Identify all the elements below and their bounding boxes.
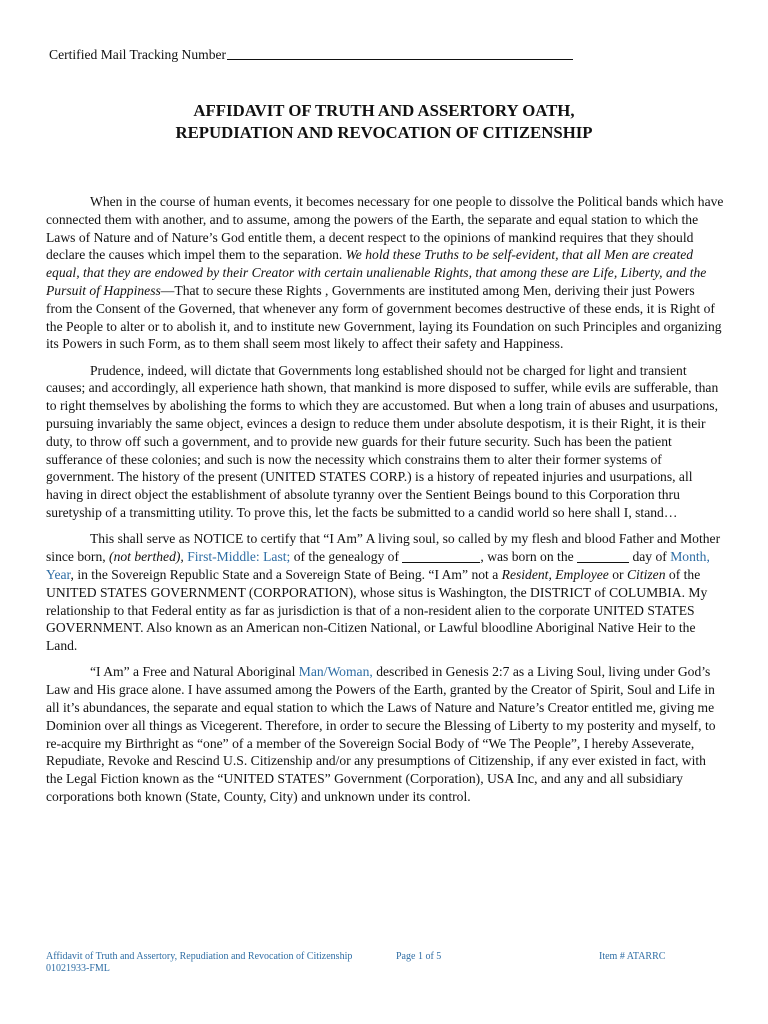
- paragraph-4-part-a: “I Am” a Free and Natural Aboriginal: [90, 664, 299, 680]
- paragraph-3-part-a: This shall serve as NOTICE to certify that “I Am” A living soul, so called by my flesh and blood Father and Mother since born,: [46, 531, 721, 565]
- document-title: [0, 100, 768, 144]
- paragraph-prudence: Prudence, indeed, will dictate that Governments long established should not be charged for light and transient causes; and accordingly, all experience hath shown, that mankind is more disposed to suffer, while evils are sufferable, than to right themselves by abolishing the forms to which they are accustomed. But when a long train of abuses and usurpations, pursuing invariably the same object, evinces a design to reduce them under absolute despotism, it is their Right, it is their duty, to throw off such a government, and to provide new guards for their future security. Such has been the patient sufferance of these colonies; and such is now the necessity which constrains them to alter their former systems of government. The history of the present (UNITED STATES CORP.) is a history of repeated injuries and usurpations, all having in direct object the establishment of absolute tyranny over the Sentient Beings bound to this Corporation thru suretyship of a transmitting utility. To prove this, let the facts be submitted to a candid world so here shall I, stand…: [46, 362, 719, 521]
- footer-document-title: Affidavit of Truth and Assertory, Repudiation and Revocation of Citizenship: [46, 951, 353, 962]
- paragraph-3-part-d: day of: [629, 549, 671, 565]
- man-woman-placeholder: Man/Woman,: [298, 664, 373, 680]
- paragraph-3-part-e: , in the Sovereign Republic State and a Sovereign State of Being. “I Am” not a: [70, 566, 502, 582]
- title-line-2: REPUDIATION AND REVOCATION OF CITIZENSHIP: [175, 123, 593, 142]
- tracking-number-line: [49, 47, 573, 63]
- tracking-number-label: Certified Mail Tracking Number: [49, 47, 227, 62]
- genealogy-blank: [402, 550, 480, 563]
- paragraph-4-part-b: described in Genesis 2:7 as a Living Soul, living under God’s Law and His grace alone. I have assumed among the Powers of the Earth, granted by the Creator of Spirit, Soul and Life in all it’s abundances, the separate and equal station to which the Laws of Nature and Nature’s Creator entitled me, giving me Dominion over all things as Vicegerent. Therefore, in order to secure the Blessing of Liberty to my posterity and myself, to re-acquire my Birthright as “one” of a member of the Sovereign Social Body of “We The People”, I hereby Asseverate, Repudiate, Revoke and Rescind U.S. Citizenship and/or any presumptions of Citizenship, if any ever existed in fact, with the Legal Fiction known as the “UNITED STATES” Government (Corporation), USA Inc, and any and all subsidiary corporations both known (State, County, City) and unknown under its control.: [46, 664, 716, 804]
- paragraph-notice: [46, 530, 724, 655]
- month-year-placeholder: Month, Year: [46, 549, 710, 582]
- paragraph-3-part-f: of the UNITED STATES GOVERNMENT (CORPORATION), whose situs is Washington, the DISTRICT of COLUMBIA. My relationship to that Federal entity as far as jurisdiction is that of a non-resident alien to the corporate UNITED STATES GOVERNMENT. Also known as an American non-Citizen National, or Lawful bloodline Aboriginal Native Heir to the Land.: [46, 566, 708, 654]
- document-body: [46, 193, 724, 814]
- paragraph-1-italic: We hold these Truths to be self-evident, that all Men are created equal, that they are endowed by their Creator with certain unalienable Rights, that among these are Life, Liberty, and the Pursuit of Happiness: [46, 247, 707, 298]
- day-blank: [577, 550, 629, 563]
- title-line-1: AFFIDAVIT OF TRUTH AND ASSERTORY OATH,: [193, 101, 575, 120]
- paragraph-1-part-a: When in the course of human events, it becomes necessary for one people to dissolve the Political bands which have connected them with another, and to assume, among the powers of the Earth, the separate and equal station to which the Laws of Nature and of Nature’s God entitle them, a decent respect to the opinions of mankind requires that they should declare the causes which impel them to the separation.: [46, 194, 724, 263]
- paragraph-declaration: [46, 193, 724, 353]
- footer-page-number: Page 1 of 5: [396, 951, 442, 962]
- not-berthed-text: (not berthed),: [109, 549, 184, 565]
- paragraph-3-part-b: of the genealogy of: [290, 549, 403, 565]
- footer-item-number: Item # ATARRC: [599, 951, 666, 962]
- resident-employee-text: Resident, Employee: [501, 566, 609, 582]
- tracking-number-blank: [227, 58, 573, 60]
- paragraph-i-am: [46, 663, 724, 805]
- footer-document-info: [46, 951, 352, 975]
- paragraph-3-part-c: , was born on the: [480, 549, 578, 565]
- paragraph-1-part-b: —That to secure these Rights , Governments are instituted among Men, deriving their just Powers from the Consent of the Governed, that whenever any form of government becomes destructive of these ends, it is Right of the People to alter or to abolish it, and to institute new Government, laying its Foundation on such Principles and organizing its Powers in such Form, as to them shall seem most likely to affect their safety and Happiness.: [46, 282, 722, 352]
- footer-document-code: 01021933-FML: [46, 963, 110, 974]
- name-placeholder: First-Middle: Last;: [187, 549, 291, 565]
- paragraph-3-or: or: [608, 566, 627, 582]
- citizen-text: Citizen: [626, 566, 666, 582]
